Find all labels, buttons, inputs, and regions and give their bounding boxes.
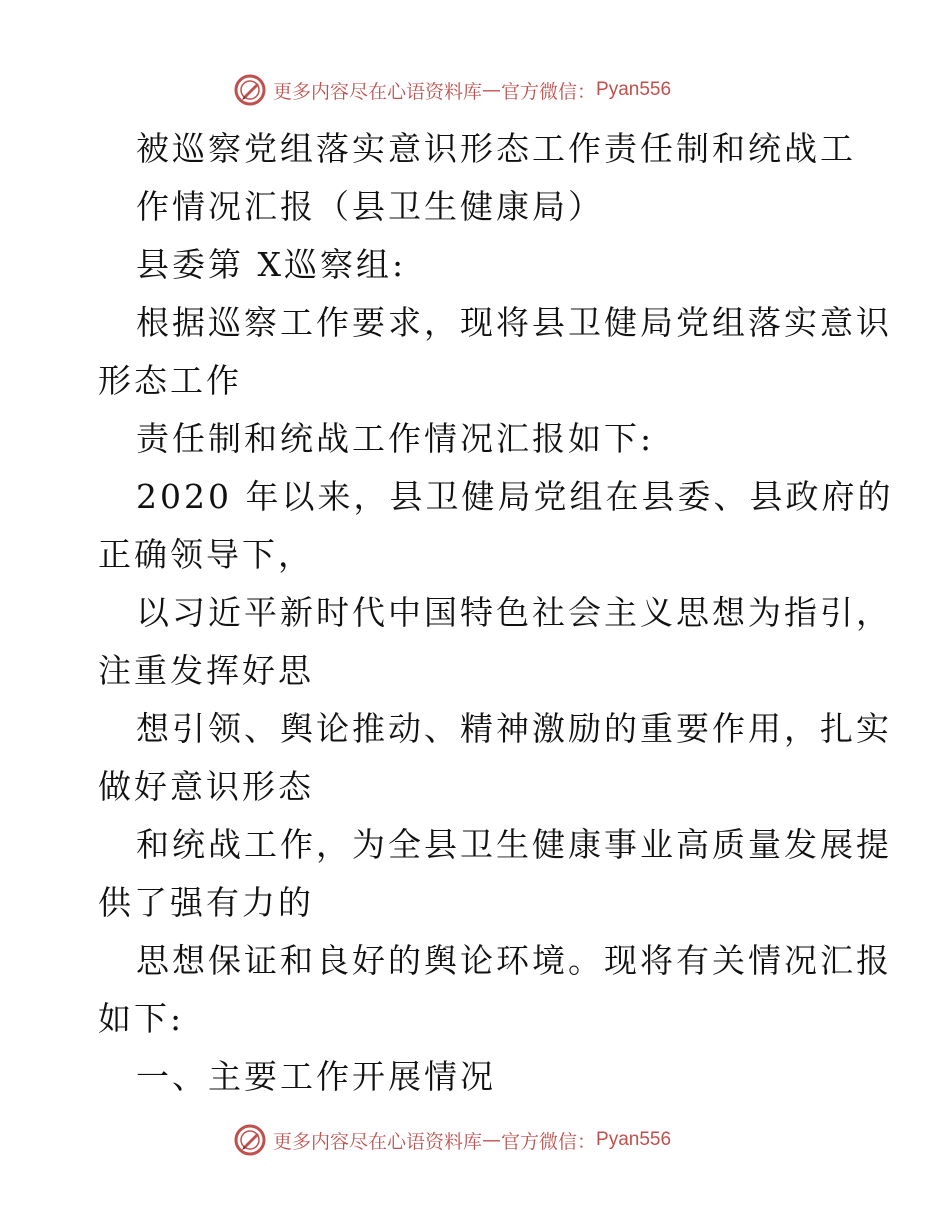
document-body	[98, 120, 894, 1106]
paragraph-line: 注重发挥好思	[98, 651, 314, 690]
paragraph-line: 形态工作	[98, 361, 242, 400]
paragraph-line: 和统战工作，为全县卫生健康事业高质量发展提	[136, 825, 892, 864]
paragraph-line: 想引领、舆论推动、精神激励的重要作用，扎实	[136, 709, 892, 748]
document-title-line-2: 作情况汇报（县卫生健康局）	[136, 187, 604, 226]
pen-logo-icon	[233, 73, 267, 107]
section-heading: 一、主要工作开展情况	[136, 1057, 496, 1096]
watermark-text: 更多内容尽在心语资料库	[273, 1130, 483, 1153]
watermark-separator: —	[482, 1129, 502, 1151]
paragraph-line: 责任制和统战工作情况汇报如下:	[136, 419, 655, 458]
footer-watermark-banner	[233, 1120, 713, 1160]
paragraph-line: 供了强有力的	[98, 883, 314, 922]
salutation: 县委第 X巡察组:	[136, 245, 407, 284]
paragraph-line: 以习近平新时代中国特色社会主义思想为指引，	[136, 593, 892, 632]
paragraph-line: 根据巡察工作要求，现将县卫健局党组落实意识	[136, 303, 892, 342]
paragraph-line: 如下:	[98, 999, 185, 1038]
watermark-wechat-label: 官方微信：	[501, 80, 597, 103]
paragraph-line: 做好意识形态	[98, 767, 314, 806]
watermark-wechat-label: 官方微信：	[501, 1130, 597, 1153]
paragraph-line: 思想保证和良好的舆论环境。现将有关情况汇报	[136, 941, 892, 980]
watermark-wechat-id: Pyan556	[596, 1129, 672, 1150]
paragraph-line: 2020 年以来，县卫健局党组在县委、县政府的	[136, 477, 894, 516]
pen-logo-icon	[233, 1123, 267, 1157]
watermark-text: 更多内容尽在心语资料库	[273, 80, 483, 103]
document-title-line-1: 被巡察党组落实意识形态工作责任制和统战工	[136, 129, 856, 168]
paragraph-line: 正确领导下，	[98, 535, 314, 574]
watermark-wechat-id: Pyan556	[596, 79, 672, 100]
header-watermark-banner	[233, 70, 713, 110]
watermark-separator: —	[482, 79, 502, 101]
